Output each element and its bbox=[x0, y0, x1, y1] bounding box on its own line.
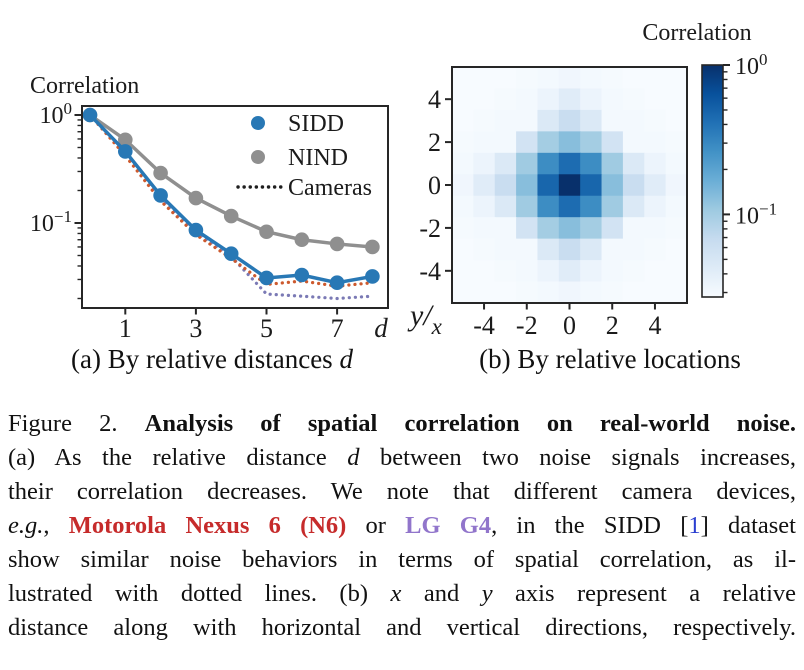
heatmap-cell bbox=[452, 131, 474, 153]
sidd-marker bbox=[153, 188, 168, 203]
sidd-marker bbox=[365, 269, 380, 284]
caption-line bbox=[8, 543, 796, 577]
heatmap-cell bbox=[602, 131, 624, 153]
heatmap-cell bbox=[602, 217, 624, 239]
heatmap-cell bbox=[452, 217, 474, 239]
heatmap-cell bbox=[452, 174, 474, 196]
legend-cameras-label: Cameras bbox=[288, 175, 372, 201]
sidd-marker bbox=[259, 271, 274, 286]
heatmap-cell bbox=[473, 174, 495, 196]
heatmap-x-tick-label: 2 bbox=[605, 311, 619, 340]
heatmap-cell bbox=[666, 174, 688, 196]
panel-b-heatmap bbox=[404, 0, 804, 340]
heatmap-cell bbox=[559, 88, 581, 110]
caption-text: ] dataset bbox=[700, 512, 796, 539]
heatmap-cell bbox=[623, 217, 645, 239]
caption-text: , in the SIDD [ bbox=[491, 512, 689, 539]
heatmap-cell bbox=[644, 174, 666, 196]
heatmap-cell bbox=[516, 131, 538, 153]
heatmap-cell bbox=[623, 239, 645, 261]
sidd-marker bbox=[189, 223, 204, 238]
heatmap-cell bbox=[580, 260, 602, 282]
sidd-marker bbox=[330, 275, 345, 290]
colorbar bbox=[702, 65, 723, 297]
heatmap-cell bbox=[623, 131, 645, 153]
heatmap-cell bbox=[666, 131, 688, 153]
subcaption-b-text: (b) By relative locations bbox=[479, 344, 741, 374]
x-axis-label: d bbox=[374, 313, 388, 340]
heatmap-cell bbox=[537, 239, 559, 261]
heatmap-cell bbox=[623, 282, 645, 304]
heatmap-cell bbox=[623, 67, 645, 89]
heatmap-cell bbox=[644, 88, 666, 110]
caption-text: or bbox=[346, 512, 406, 539]
sidd-marker bbox=[295, 268, 310, 283]
heatmap-cell bbox=[516, 196, 538, 218]
heatmap-cell bbox=[559, 196, 581, 218]
heatmap-cell bbox=[473, 282, 495, 304]
heatmap-cell bbox=[623, 174, 645, 196]
panel-a-line-chart bbox=[0, 0, 404, 340]
caption-italic-text: d bbox=[347, 444, 360, 471]
nind-marker bbox=[224, 209, 239, 224]
heatmap-cell bbox=[516, 174, 538, 196]
heatmap-cell bbox=[602, 88, 624, 110]
nind-marker bbox=[365, 240, 380, 255]
heatmap-cell bbox=[644, 67, 666, 89]
caption-text: and bbox=[401, 580, 482, 607]
heatmap-cell bbox=[537, 196, 559, 218]
heatmap-cell bbox=[644, 196, 666, 218]
heatmap-cell bbox=[623, 260, 645, 282]
heatmap-cell bbox=[666, 282, 688, 304]
heatmap-cell bbox=[644, 217, 666, 239]
heatmap-cell bbox=[580, 196, 602, 218]
nind-marker bbox=[189, 191, 204, 206]
heatmap-cell bbox=[602, 174, 624, 196]
heatmap-cell bbox=[495, 174, 517, 196]
nind-marker bbox=[295, 232, 310, 247]
heatmap-cell bbox=[666, 110, 688, 132]
caption-device-n6: Motorola Nexus 6 (N6) bbox=[68, 512, 347, 539]
caption-line bbox=[8, 577, 796, 611]
sidd-marker bbox=[83, 108, 98, 123]
sidd-marker bbox=[118, 144, 133, 159]
heatmap-cell bbox=[580, 282, 602, 304]
heatmap-cell bbox=[666, 153, 688, 175]
x-tick-label: 7 bbox=[330, 314, 344, 340]
heatmap-cell bbox=[644, 260, 666, 282]
caption-text: Figure 2. bbox=[8, 410, 145, 437]
caption-line bbox=[8, 407, 796, 441]
heatmap-cell bbox=[516, 67, 538, 89]
heatmap-cell bbox=[666, 239, 688, 261]
heatmap-cell bbox=[559, 239, 581, 261]
heatmap-cell bbox=[473, 260, 495, 282]
sidd-marker bbox=[224, 246, 239, 261]
nind-marker bbox=[330, 237, 345, 252]
heatmap-cell bbox=[516, 260, 538, 282]
heatmap-cell bbox=[516, 153, 538, 175]
heatmap-cell bbox=[559, 260, 581, 282]
nind-marker bbox=[259, 224, 274, 239]
subcaption-a bbox=[0, 344, 424, 375]
caption-line bbox=[8, 611, 796, 645]
heatmap-cell bbox=[452, 88, 474, 110]
figure-caption bbox=[8, 407, 796, 645]
heatmap-cell bbox=[473, 110, 495, 132]
panel-b-title: Correlation bbox=[642, 20, 752, 46]
heatmap-cell bbox=[473, 196, 495, 218]
heatmap-cell bbox=[473, 217, 495, 239]
subcaption-a-text: (a) By relative distances bbox=[71, 344, 340, 374]
heatmap-cell bbox=[495, 260, 517, 282]
heatmap-cell bbox=[473, 239, 495, 261]
heatmap-cell bbox=[644, 239, 666, 261]
heatmap-cell bbox=[580, 239, 602, 261]
colorbar-tick-label: $10^0$ bbox=[735, 50, 768, 80]
heatmap-cell bbox=[452, 153, 474, 175]
heatmap-cell bbox=[537, 174, 559, 196]
heatmap-cell bbox=[602, 282, 624, 304]
heatmap-cell bbox=[516, 282, 538, 304]
caption-text: (a) As the relative distance bbox=[8, 444, 348, 471]
heatmap-cell bbox=[495, 67, 517, 89]
heatmap-y-tick-label: 2 bbox=[428, 128, 441, 158]
caption-text: distance along with horizontal and vertical directions, respectively. bbox=[8, 614, 796, 641]
heatmap-cell bbox=[473, 67, 495, 89]
legend-sidd-label: SIDD bbox=[288, 111, 345, 137]
heatmap-cell bbox=[452, 196, 474, 218]
heatmap-cell bbox=[537, 153, 559, 175]
heatmap-cell bbox=[559, 153, 581, 175]
caption-text: lustrated with dotted lines. (b) bbox=[8, 580, 391, 607]
caption-device-g4: LG G4 bbox=[405, 512, 492, 539]
heatmap-cell bbox=[516, 217, 538, 239]
heatmap-cell bbox=[644, 282, 666, 304]
caption-text: their correlation decreases. We note that different camera devices, bbox=[8, 478, 796, 505]
caption-italic-text: x bbox=[390, 580, 402, 607]
heatmap-cell bbox=[495, 153, 517, 175]
heatmap-cell bbox=[495, 217, 517, 239]
heatmap-cell bbox=[495, 131, 517, 153]
colorbar-tick-label: $10^{-1}$ bbox=[735, 199, 778, 230]
heatmap-cell bbox=[623, 196, 645, 218]
caption-line bbox=[8, 441, 796, 475]
subcaption-b bbox=[424, 344, 796, 375]
heatmap-cell bbox=[602, 260, 624, 282]
caption-italic-text: e.g. bbox=[8, 512, 44, 539]
heatmap-cell bbox=[623, 153, 645, 175]
legend-nind-label: NIND bbox=[288, 145, 348, 171]
heatmap-cell bbox=[559, 174, 581, 196]
heatmap-cell bbox=[495, 239, 517, 261]
heatmap-cell bbox=[666, 196, 688, 218]
heatmap-cell bbox=[580, 217, 602, 239]
heatmap-cell bbox=[473, 131, 495, 153]
heatmap-cell bbox=[644, 131, 666, 153]
heatmap-cell bbox=[580, 88, 602, 110]
heatmap-cell bbox=[666, 217, 688, 239]
heatmap-cell bbox=[580, 110, 602, 132]
heatmap-cell bbox=[452, 110, 474, 132]
x-tick-label: 1 bbox=[118, 314, 132, 340]
heatmap-cell bbox=[516, 88, 538, 110]
heatmap-y-tick-label: -4 bbox=[419, 256, 441, 286]
heatmap-cell bbox=[644, 110, 666, 132]
heatmap-cell bbox=[559, 131, 581, 153]
y-tick-label: $10^{-1}$ bbox=[29, 207, 72, 237]
subcaption-a-variable: d bbox=[339, 344, 353, 374]
nind-marker bbox=[153, 166, 168, 181]
caption-text: axis represent a relative bbox=[492, 580, 797, 607]
legend-nind-marker bbox=[251, 150, 265, 164]
heatmap-cell bbox=[516, 110, 538, 132]
x-tick-label: 3 bbox=[189, 314, 203, 340]
caption-text: between two noise signals increases, bbox=[359, 444, 796, 471]
heatmap-cell bbox=[495, 110, 517, 132]
heatmap-cell bbox=[580, 67, 602, 89]
heatmap-axis-corner-label: $y/_x$ bbox=[410, 299, 442, 339]
heatmap-cell bbox=[602, 67, 624, 89]
heatmap-cell bbox=[623, 110, 645, 132]
heatmap-cell bbox=[644, 153, 666, 175]
heatmap-cell bbox=[452, 260, 474, 282]
heatmap-cell bbox=[495, 88, 517, 110]
heatmap-cell bbox=[473, 88, 495, 110]
caption-text: show similar noise behaviors in terms of spatial correlation, as il- bbox=[8, 546, 796, 573]
heatmap-cell bbox=[602, 196, 624, 218]
x-tick-label: 5 bbox=[260, 314, 273, 340]
heatmap-cell bbox=[537, 88, 559, 110]
heatmap-y-tick-label: 0 bbox=[428, 171, 441, 200]
heatmap-x-tick-label: -4 bbox=[473, 311, 495, 340]
heatmap-x-tick-label: 4 bbox=[648, 311, 662, 340]
heatmap-cell bbox=[537, 67, 559, 89]
heatmap-cell bbox=[452, 239, 474, 261]
heatmap-cell bbox=[452, 282, 474, 304]
heatmap-cell bbox=[666, 260, 688, 282]
heatmap-cell bbox=[602, 110, 624, 132]
heatmap-cell bbox=[559, 67, 581, 89]
heatmap-cell bbox=[495, 282, 517, 304]
heatmap-cell bbox=[580, 153, 602, 175]
heatmap-cell bbox=[623, 88, 645, 110]
y-tick-label: $10^0$ bbox=[39, 99, 72, 129]
heatmap-cell bbox=[452, 67, 474, 89]
cameras-g4-dotted-line bbox=[90, 115, 372, 298]
heatmap-cell bbox=[537, 282, 559, 304]
heatmap-x-tick-label: 0 bbox=[563, 311, 576, 340]
caption-line bbox=[8, 509, 796, 543]
heatmap-cell bbox=[602, 153, 624, 175]
caption-citation-1[interactable]: 1 bbox=[688, 512, 701, 539]
caption-italic-text: y bbox=[481, 580, 493, 607]
heatmap-cell bbox=[559, 217, 581, 239]
heatmap-cell bbox=[559, 282, 581, 304]
heatmap-y-tick-label: -2 bbox=[419, 213, 441, 243]
heatmap-cell bbox=[602, 239, 624, 261]
heatmap-cell bbox=[516, 239, 538, 261]
caption-text: , bbox=[43, 512, 69, 539]
caption-line bbox=[8, 475, 796, 509]
heatmap-y-tick-label: 4 bbox=[428, 85, 441, 115]
heatmap-cell bbox=[559, 110, 581, 132]
heatmap-cell bbox=[666, 67, 688, 89]
heatmap-cell bbox=[537, 217, 559, 239]
heatmap-cell bbox=[537, 110, 559, 132]
heatmap-x-tick-label: -2 bbox=[515, 311, 538, 340]
heatmap-cell bbox=[495, 196, 517, 218]
panel-a-title: Correlation bbox=[30, 73, 140, 99]
heatmap-cell bbox=[666, 88, 688, 110]
legend-sidd-marker bbox=[251, 116, 265, 130]
heatmap-cell bbox=[580, 131, 602, 153]
heatmap-cell bbox=[580, 174, 602, 196]
heatmap-cell bbox=[537, 131, 559, 153]
caption-bold-text: Analysis of spatial correlation on real-world noise. bbox=[144, 410, 796, 437]
heatmap-cell bbox=[473, 153, 495, 175]
heatmap-cell bbox=[537, 260, 559, 282]
